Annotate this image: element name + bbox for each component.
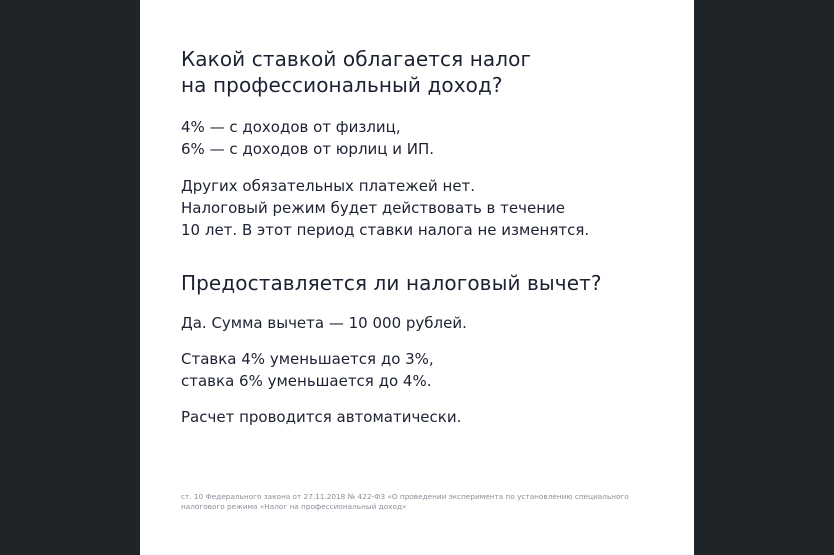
reduction-line-2: ставка 6% уменьшается до 4%. (181, 372, 432, 390)
section1-title-line-1: Какой ставкой облагается налог (181, 47, 532, 71)
section1-title-line-2: на профессиональный доход? (181, 73, 503, 97)
document-page (140, 0, 694, 555)
regime-note-line-2: Налоговый режим будет действовать в течение (181, 199, 566, 217)
document-content (181, 46, 681, 428)
footnote-line-2: налогового режима «Налог на профессиональный доход» (181, 502, 407, 511)
rates-paragraph (181, 116, 681, 160)
section2-title: Предоставляется ли налоговый вычет? (181, 271, 602, 295)
rate-line-companies: 6% — с доходов от юрлиц и ИП. (181, 140, 435, 158)
regime-note-paragraph (181, 175, 681, 241)
rate-line-individuals: 4% — с доходов от физлиц, (181, 118, 401, 136)
reduction-line-1: Ставка 4% уменьшается до 3%, (181, 350, 434, 368)
section1-title (181, 46, 681, 98)
auto-calculation-note: Расчет проводится автоматически. (181, 408, 462, 426)
regime-note-line-3: 10 лет. В этот период ставки налога не изменятся. (181, 221, 590, 239)
reduction-paragraph (181, 348, 681, 392)
footnote-line-1: ст. 10 Федерального закона от 27.11.2018 № 422-ФЗ «О проведении эксперимента по установлению специального (181, 492, 629, 501)
deduction-answer: Да. Сумма вычета — 10 000 рублей. (181, 314, 467, 332)
legal-footnote (181, 492, 661, 512)
regime-note-line-1: Других обязательных платежей нет. (181, 177, 476, 195)
